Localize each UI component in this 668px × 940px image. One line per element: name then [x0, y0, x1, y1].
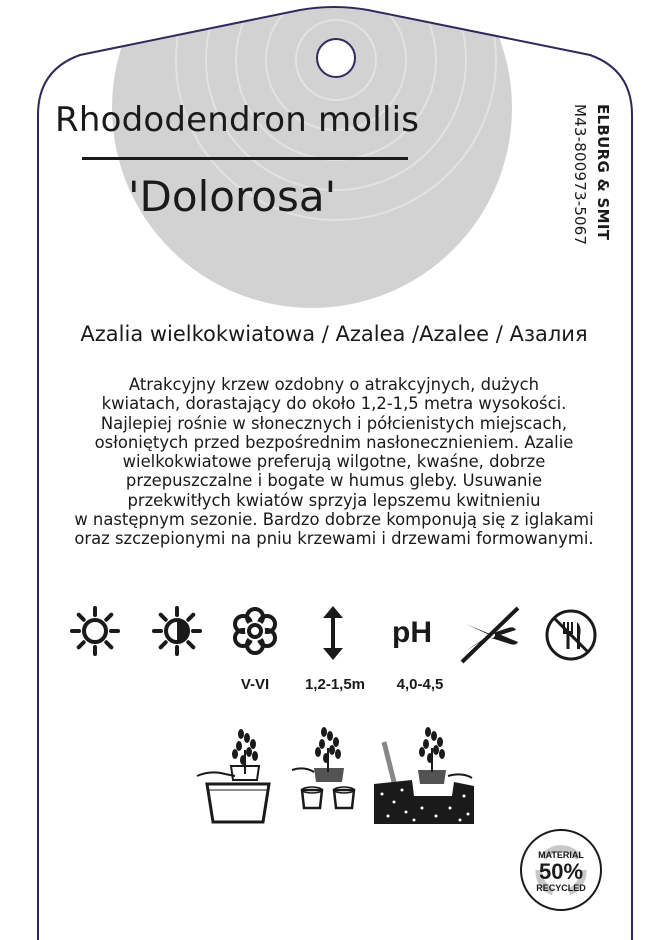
remove-pot-icon [288, 724, 368, 824]
ph-label: pH [392, 616, 432, 649]
product-code: M43-800973-5067 [571, 104, 589, 246]
recycle-top-text: MATERIAL [538, 850, 584, 860]
common-names: Azalia wielkokwiatowa / Azalea /Azalee / Азалия [80, 322, 588, 346]
description-line: kwiatach, dorastający do około 1,2-1,5 metra wysokości. [101, 394, 567, 414]
recycle-percent: 50% [538, 859, 584, 884]
flower-icon [230, 606, 280, 656]
half-shade-sun-icon [152, 606, 202, 656]
height-arrow-icon [320, 604, 346, 662]
description-line: przekwitłych kwiatów sprzyja lepszemu kwitnieniu [127, 490, 541, 510]
title-divider [82, 157, 408, 160]
plant-in-soil-icon [372, 724, 476, 824]
description-line: osłoniętych przed bezpośrednim nasłonecznieniem. Azalie [94, 432, 574, 452]
decorative-circle [112, 0, 512, 308]
description-line: wielkokwiatowe preferują wilgotne, kwaśne, dobrze [122, 452, 546, 472]
sun-icon [70, 606, 120, 656]
hang-hole [317, 39, 355, 77]
description-line: Atrakcyjny krzew ozdobny o atrakcyjnych, dużych [128, 375, 540, 394]
recycle-bottom-text: RECYCLED [536, 883, 586, 893]
recycled-material-badge [519, 828, 603, 912]
description [40, 375, 628, 549]
ph-caption: 4,0-4,5 [396, 676, 444, 693]
description-line: oraz szczepionymi na pniu krzewami i drzewami formowanymi. [74, 529, 594, 549]
pot-watering-icon [195, 724, 275, 824]
cultivar-name: 'Dolorosa' [128, 172, 337, 221]
description-line: w następnym sezonie. Bardzo dobrze komponują się z iglakami [74, 510, 594, 530]
description-line: przepuszczalne i bogate w humus gleby. Usuwanie [125, 471, 543, 491]
height-caption: 1,2-1,5m [304, 676, 366, 693]
not-edible-icon [544, 608, 598, 662]
description-line: Najlepiej rośnie w słonecznych i półcienistych miejscach, [100, 413, 568, 433]
latin-name: Rhododendron mollis [55, 100, 420, 140]
crossed-secateurs-icon [458, 604, 524, 666]
brand-name: ELBURG & SMIT [594, 104, 612, 241]
flowering-caption: V-VI [240, 676, 270, 693]
